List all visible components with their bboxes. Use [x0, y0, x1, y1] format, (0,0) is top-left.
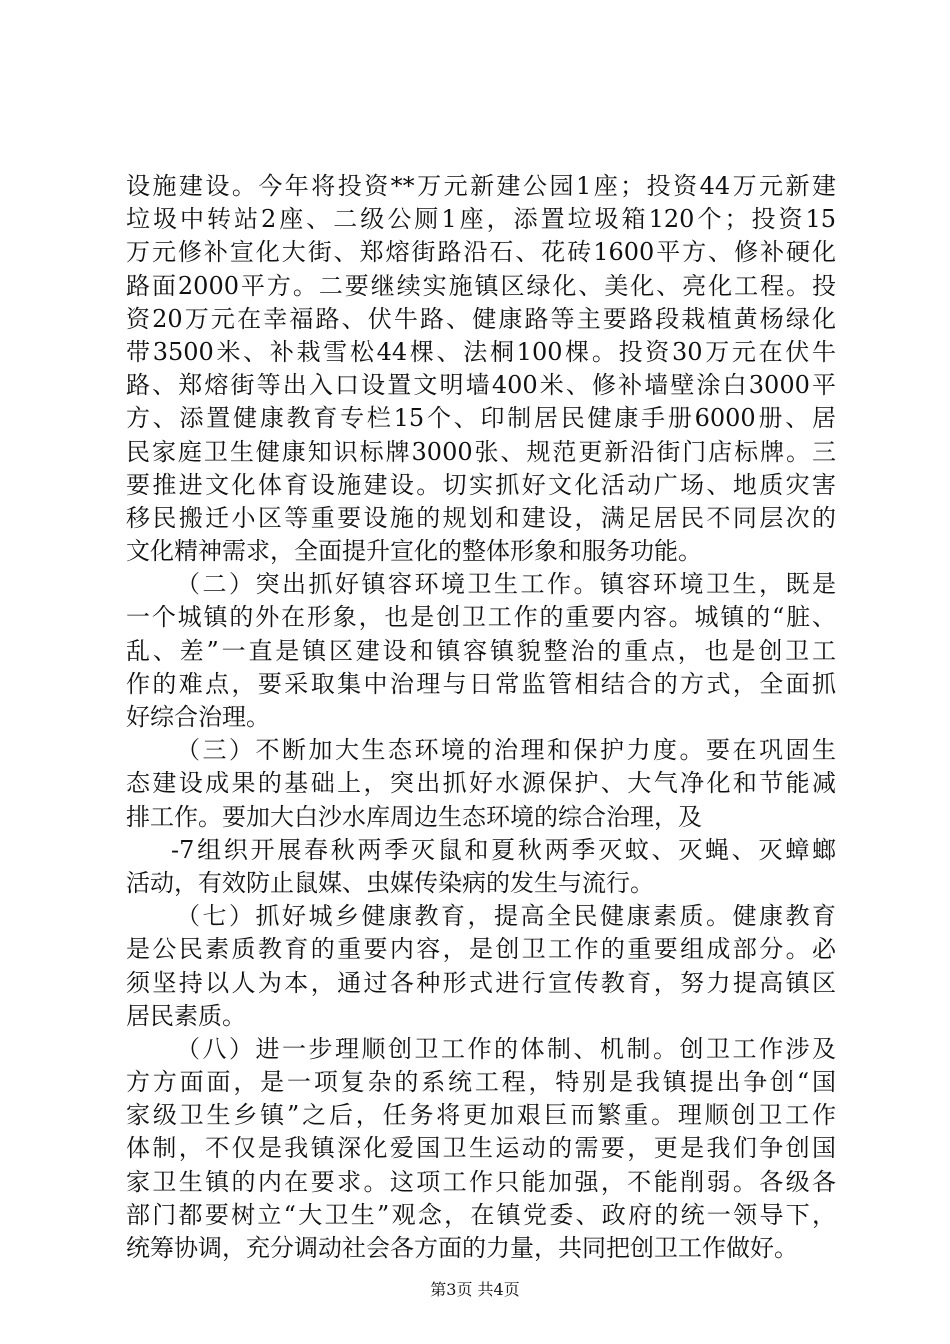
text-line: 设施建设。今年将投资**万元新建公园1座；投资44万元新建 [126, 172, 836, 200]
paragraph-start-line: （七）抓好城乡健康教育，提高全民健康素质。健康教育 [176, 902, 836, 931]
text-line: 好综合治理。 [126, 703, 270, 731]
text-line: 万元修补宣化大街、郑熔街路沿石、花砖1600平方、修补硬化 [126, 238, 836, 267]
text-line: 民家庭卫生健康知识标牌3000张、规范更新沿街门店标牌。三 [126, 437, 836, 466]
text-line: 移民搬迁小区等重要设施的规划和建设，满足居民不同层次的 [126, 503, 836, 532]
text-line: 要推进文化体育设施建设。切实抓好文化活动广场、地质灾害 [126, 470, 836, 499]
text-line: 文化精神需求，全面提升宣化的整体形象和服务功能。 [126, 537, 702, 566]
text-line: 须坚持以人为本，通过各种形式进行宣传教育，努力提高镇区 [126, 968, 836, 997]
text-line: 居民素质。 [126, 1001, 246, 1030]
document-body [126, 170, 836, 1265]
text-line: 垃圾中转站2座、二级公厕1座，添置垃圾箱120个；投资15 [126, 205, 836, 234]
paragraph-start-line: -7组织开展春秋两季灭鼠和夏秋两季灭蚊、灭蝇、灭蟑螂 [171, 835, 836, 864]
text-line: 路、郑熔街等出入口设置文明墙400米、修补墙壁涂白3000平 [126, 371, 836, 400]
text-line: 态建设成果的基础上，突出抓好水源保护、大气净化和节能减 [126, 769, 836, 798]
page-number-footer: 第3页 共4页 [430, 1280, 520, 1299]
text-line: 排工作。要加大白沙水库周边生态环境的综合治理，及 [126, 802, 702, 831]
paragraph-start-line: （八）进一步理顺创卫工作的体制、机制。创卫工作涉及 [176, 1034, 836, 1063]
text-line: 一个城镇的外在形象，也是创卫工作的重要内容。城镇的“脏、 [126, 603, 836, 632]
paragraph-start-line: （二）突出抓好镇容环境卫生工作。镇容环境卫生，既是 [176, 570, 836, 599]
text-line: 乱、差”一直是镇区建设和镇容镇貌整治的重点，也是创卫工 [126, 636, 836, 665]
text-line: 是公民素质教育的重要内容，是创卫工作的重要组成部分。必 [126, 935, 836, 964]
text-line: 家级卫生乡镇”之后，任务将更加艰巨而繁重。理顺创卫工作 [126, 1101, 836, 1130]
text-line: 统筹协调，充分调动社会各方面的力量，共同把创卫工作做好。 [126, 1234, 798, 1262]
text-line: 作的难点，要采取集中治理与日常监管相结合的方式，全面抓 [126, 669, 836, 698]
text-line: 方、添置健康教育专栏15个、印制居民健康手册6000册、居 [126, 404, 836, 433]
text-line: 方方面面，是一项复杂的系统工程，特别是我镇提出争创“国 [126, 1068, 836, 1097]
text-line: 路面2000平方。二要继续实施镇区绿化、美化、亮化工程。投 [126, 271, 836, 300]
paragraph-start-line: （三）不断加大生态环境的治理和保护力度。要在巩固生 [176, 736, 836, 765]
text-line: 家卫生镇的内在要求。这项工作只能加强，不能削弱。各级各 [126, 1167, 836, 1196]
text-line: 活动，有效防止鼠媒、虫媒传染病的发生与流行。 [126, 868, 654, 897]
text-line: 带3500米、补栽雪松44棵、法桐100棵。投资30万元在伏牛 [126, 337, 836, 366]
text-line: 部门都要树立“大卫生”观念，在镇党委、政府的统一领导下， [126, 1200, 836, 1229]
text-line: 体制，不仅是我镇深化爱国卫生运动的需要，更是我们争创国 [126, 1134, 836, 1163]
text-line: 资20万元在幸福路、伏牛路、健康路等主要路段栽植黄杨绿化 [126, 304, 836, 333]
